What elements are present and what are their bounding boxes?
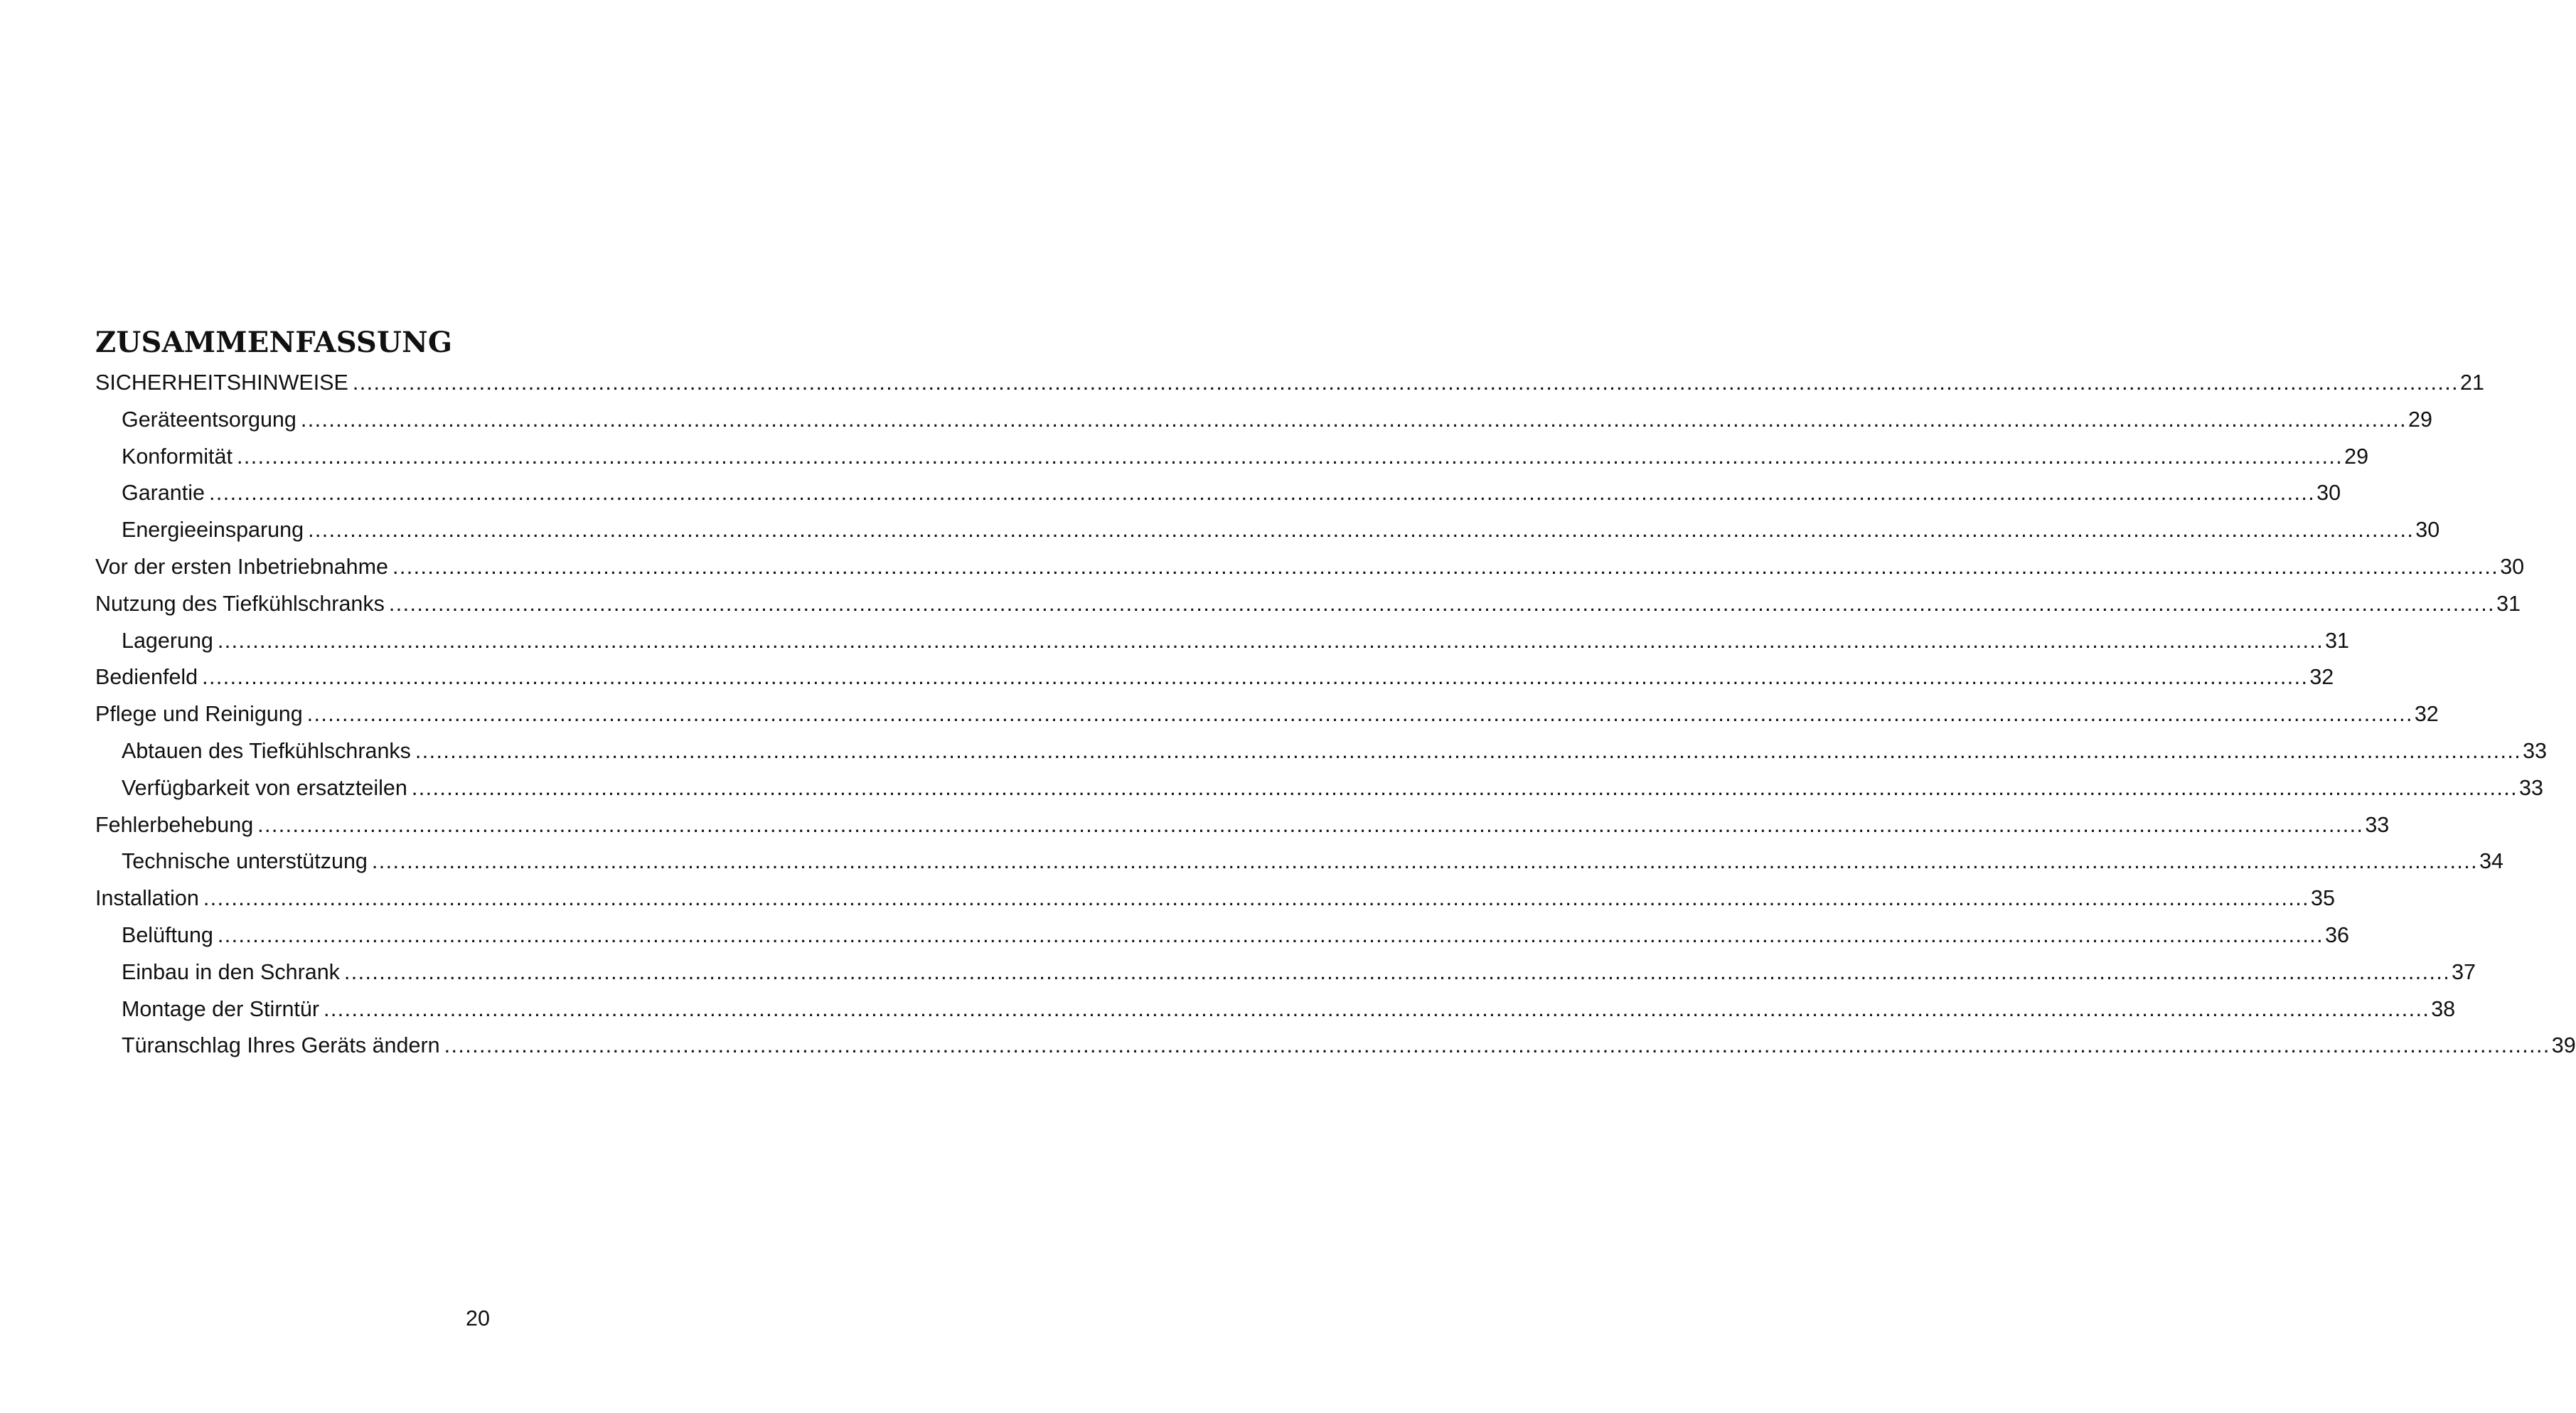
toc-dot-leader: ............................................................................................................................................................................................................................................................................................................ bbox=[324, 996, 2430, 1021]
toc-dot-leader: ............................................................................................................................................................................................................................................................................................................ bbox=[444, 1033, 2550, 1058]
toc-entry-label: Einbau in den Schrank bbox=[122, 959, 340, 984]
toc-entry[interactable] bbox=[95, 1028, 2576, 1065]
toc-entry[interactable] bbox=[95, 439, 2369, 476]
toc-entry-page: 31 bbox=[2325, 628, 2350, 653]
toc-entry-label: Vor der ersten Inbetriebnahme bbox=[95, 554, 389, 579]
toc-entry-label: Nutzung des Tiefkühlschranks bbox=[95, 591, 385, 616]
toc-entry-label: Montage der Stirntür bbox=[122, 996, 320, 1021]
toc-entry-page: 33 bbox=[2519, 775, 2543, 800]
toc-entry-page: 32 bbox=[2309, 665, 2334, 690]
toc-entry-page: 30 bbox=[2415, 518, 2440, 543]
toc-entry[interactable] bbox=[95, 475, 2341, 512]
toc-entry[interactable] bbox=[95, 549, 2525, 586]
toc-entry-page: 32 bbox=[2414, 702, 2439, 727]
toc-entry-label: Technische unterstützung bbox=[122, 849, 368, 874]
toc-entry-page: 38 bbox=[2431, 996, 2456, 1021]
toc-entry[interactable] bbox=[95, 733, 2548, 770]
toc-dot-leader: ............................................................................................................................................................................................................................................................................................................ bbox=[203, 886, 2309, 911]
toc-entry-page: 21 bbox=[2460, 370, 2484, 395]
toc-dot-leader: ............................................................................................................................................................................................................................................................................................................ bbox=[388, 591, 2496, 616]
toc-entry[interactable] bbox=[95, 880, 2335, 917]
toc-entry[interactable] bbox=[95, 696, 2439, 733]
toc-dot-leader: ............................................................................................................................................................................................................................................................................................................ bbox=[352, 370, 2459, 395]
toc-entry[interactable] bbox=[95, 365, 2484, 402]
toc-dot-leader: ............................................................................................................................................................................................................................................................................................................ bbox=[208, 481, 2316, 506]
toc-entry-label: Belüftung bbox=[122, 922, 213, 947]
toc-dot-leader: ............................................................................................................................................................................................................................................................................................................ bbox=[217, 922, 2324, 947]
toc-entry-page: 37 bbox=[2452, 959, 2476, 984]
toc-entry-page: 31 bbox=[2496, 591, 2521, 616]
toc-entry[interactable] bbox=[95, 402, 2432, 439]
table-of-contents bbox=[95, 365, 2576, 1065]
toc-entry-label: Bedienfeld bbox=[95, 665, 198, 690]
toc-dot-leader: ............................................................................................................................................................................................................................................................................................................ bbox=[236, 444, 2343, 469]
toc-entry-label: Abtauen des Tiefkühlschranks bbox=[122, 738, 411, 763]
toc-entry-page: 34 bbox=[2479, 849, 2503, 874]
toc-dot-leader: ............................................................................................................................................................................................................................................................................................................ bbox=[343, 959, 2451, 984]
toc-entry-label: Konformität bbox=[122, 444, 233, 469]
toc-entry-page: 30 bbox=[2500, 554, 2525, 579]
toc-entry-page: 35 bbox=[2311, 886, 2335, 911]
toc-dot-leader: ............................................................................................................................................................................................................................................................................................................ bbox=[202, 665, 2309, 690]
toc-entry-page: 33 bbox=[2365, 812, 2390, 837]
toc-dot-leader: ............................................................................................................................................................................................................................................................................................................ bbox=[371, 849, 2479, 874]
toc-entry-page: 39 bbox=[2551, 1033, 2576, 1058]
toc-entry[interactable] bbox=[95, 512, 2440, 549]
page-number: 20 bbox=[466, 1306, 490, 1331]
toc-entry-label: Garantie bbox=[122, 481, 205, 506]
toc-entry-label: Lagerung bbox=[122, 628, 213, 653]
toc-dot-leader: ............................................................................................................................................................................................................................................................................................................ bbox=[306, 702, 2413, 727]
toc-entry[interactable] bbox=[95, 586, 2521, 623]
toc-dot-leader: ............................................................................................................................................................................................................................................................................................................ bbox=[392, 554, 2499, 579]
toc-entry-label: Fehlerbehebung bbox=[95, 812, 254, 837]
toc-entry-label: Türanschlag Ihres Geräts ändern bbox=[122, 1033, 440, 1058]
toc-entry-label: Installation bbox=[95, 886, 199, 911]
toc-dot-leader: ............................................................................................................................................................................................................................................................................................................ bbox=[217, 628, 2324, 653]
toc-entry-page: 30 bbox=[2316, 481, 2341, 506]
toc-entry-label: Geräteentsorgung bbox=[122, 407, 296, 432]
page-title: ZUSAMMENFASSUNG bbox=[95, 326, 453, 359]
toc-entry-page: 36 bbox=[2325, 922, 2349, 947]
toc-entry-label: Energieeinsparung bbox=[122, 518, 304, 543]
toc-entry[interactable] bbox=[95, 991, 2456, 1028]
toc-dot-leader: ............................................................................................................................................................................................................................................................................................................ bbox=[415, 738, 2522, 763]
toc-entry[interactable] bbox=[95, 770, 2543, 807]
toc-entry-label: SICHERHEITSHINWEISE bbox=[95, 370, 348, 395]
toc-entry[interactable] bbox=[95, 917, 2349, 954]
toc-entry-label: Verfügbarkeit von ersatzteilen bbox=[122, 775, 407, 800]
toc-dot-leader: ............................................................................................................................................................................................................................................................................................................ bbox=[257, 812, 2364, 837]
toc-entry[interactable] bbox=[95, 659, 2334, 696]
toc-entry-page: 29 bbox=[2408, 407, 2432, 432]
toc-dot-leader: ............................................................................................................................................................................................................................................................................................................ bbox=[308, 518, 2415, 543]
toc-entry-label: Pflege und Reinigung bbox=[95, 702, 303, 727]
toc-dot-leader: ............................................................................................................................................................................................................................................................................................................ bbox=[300, 407, 2407, 432]
toc-entry[interactable] bbox=[95, 807, 2390, 844]
toc-dot-leader: ............................................................................................................................................................................................................................................................................................................ bbox=[411, 775, 2518, 800]
toc-entry[interactable] bbox=[95, 843, 2503, 880]
toc-entry-page: 33 bbox=[2523, 738, 2548, 763]
toc-entry[interactable] bbox=[95, 954, 2476, 991]
toc-entry-page: 29 bbox=[2344, 444, 2369, 469]
toc-entry[interactable] bbox=[95, 623, 2350, 660]
